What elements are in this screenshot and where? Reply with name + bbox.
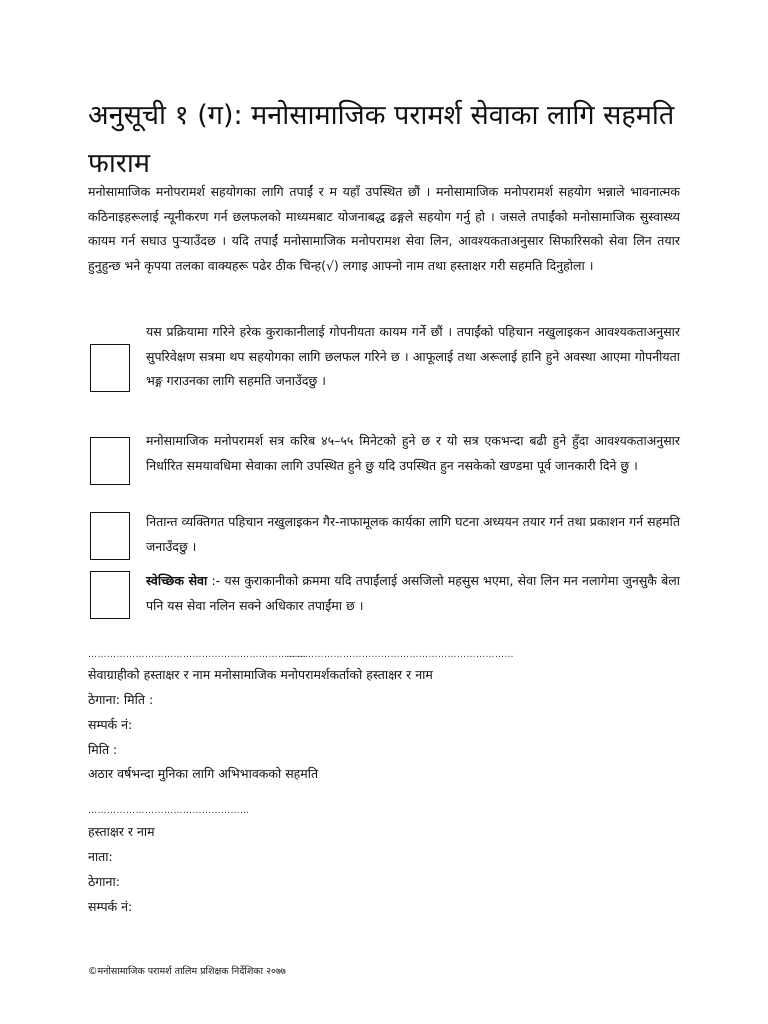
contact-number-label: सम्पर्क नं: <box>88 717 133 732</box>
guardian-relation-label: नाता: <box>88 849 113 864</box>
guardian-consent-heading: अठार वर्षभन्दा मुनिका लागि अभिभावकको सहमति <box>88 766 319 781</box>
consent-checkbox-voluntary-service[interactable] <box>90 571 130 619</box>
date-label: मिति : <box>88 742 118 757</box>
signature-labels: सेवाग्राहीको हस्ताक्षर र नाम मनोसामाजिक मनोपरामर्शकर्ताको हस्ताक्षर र नाम <box>88 667 433 682</box>
consent-checkbox-session-duration[interactable] <box>90 437 130 485</box>
guardian-sign-name-label: हस्ताक्षर र नाम <box>88 824 155 839</box>
consent-item-text: नितान्त व्यक्तिगत पहिचान नखुलाइकन गैर-नाफामूलक कार्यका लागि घटना अध्ययन तयार गर्न तथा प्रकाशन गर्न सहमति जनाउँदछु । <box>146 514 680 554</box>
form-title: अनुसूची १ (ग): मनोसामाजिक परामर्श सेवाका लागि सहमति फाराम <box>88 100 675 179</box>
voluntary-service-heading: स्वेच्छिक सेवा <box>146 573 208 588</box>
consent-item-text <box>146 569 680 618</box>
consent-checkbox-case-study[interactable] <box>90 512 130 560</box>
consent-item-text: यस प्रक्रियामा गरिने हरेक कुराकानीलाई गोपनीयता कायम गर्ने छौं । तपाईंको पहिचान नखुलाइकन आवश्यकताअनुसार सुपरिवेक्षण सत्रमा थप सहयोगका लागि छलफल गरिने छ । आफूलाई तथा अरूलाई हानि हुने अवस्था आएमा गोपनीयता भङ्ग गराउनका लागि सहमति जनाउँदछु । <box>146 324 680 388</box>
consent-item-text: मनोसामाजिक मनोपरामर्श सत्र करिब ४५–५५ मिनेटको हुने छ र यो सत्र एकभन्दा बढी हुने हुँदा आवश्यकताअनुसार निर्धारित समयावधिमा सेवाका लागि उपस्थित हुने छु यदि उपस्थित हुन नसकेको खण्डमा पूर्व जानकारी दिने छु । <box>146 433 680 473</box>
counselor-signature-line[interactable]: ……………………………………………………………… <box>286 650 514 660</box>
client-signature-line[interactable]: …………………………………………………………… <box>88 650 307 660</box>
copyright-footer: ©मनोसामाजिक परामर्श तालिम प्रशिक्षक निर्देशिका २०७७ <box>88 966 286 977</box>
guardian-signature-line[interactable]: …………………………………………… <box>88 806 250 816</box>
intro-paragraph: मनोसामाजिक मनोपरामर्श सहयोगका लागि तपाईं र म यहाँ उपस्थित छौं । मनोसामाजिक मनोपरामर्श सहयोग भन्नाले भावनात्मक कठिनाइहरूलाई न्यूनीकरण गर्न छलफलको माध्यमबाट योजनाबद्ध ढङ्गले सहयोग गर्नु हो । जसले तपाईंको मनोसामाजिक सुस्वास्थ्य कायम गर्न सघाउ पुऱ्याउँदछ । यदि तपाईं मनोसामाजिक मनोपरामश सेवा लिन, आवश्यकताअनुसार सिफारिसको सेवा लिन तयार हुनुहुन्छ भने कृपया तलका वाक्यहरू पढेर ठीक चिन्ह(√) लगाइ आफ्नो नाम तथा हस्ताक्षर गरी सहमति दिनुहोला । <box>88 184 680 273</box>
guardian-contact-label: सम्पर्क नं: <box>88 899 133 914</box>
address-date-label: ठेगाना: मिति : <box>88 692 154 707</box>
guardian-address-label: ठेगाना: <box>88 874 120 889</box>
voluntary-service-text: :- यस कुराकानीको क्रममा यदि तपाईंलाई असजिलो महसुस भएमा, सेवा लिन मन नलागेमा जुनसुकै बेला पनि यस सेवा नलिन सक्ने अधिकार तपाईंमा छ । <box>146 573 680 613</box>
consent-checkbox-confidentiality[interactable] <box>90 344 130 392</box>
